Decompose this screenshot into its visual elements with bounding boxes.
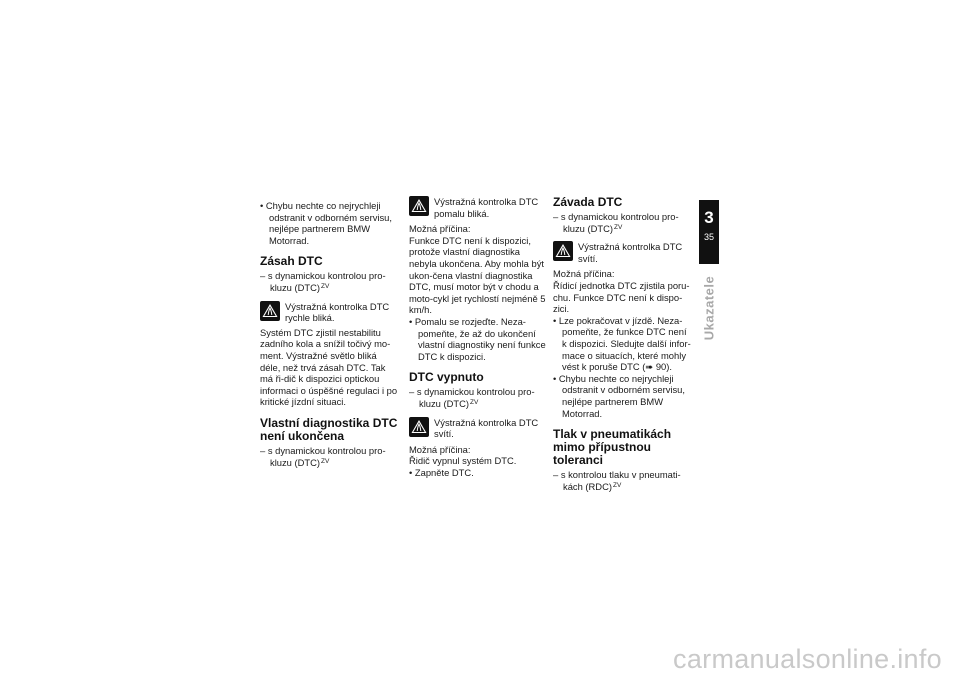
bullet-item: • Pomalu se rozjeďte. Neza-pomeňte, že až do ukončení vlastní diagnostiky není funkce DTC k dispozici. [409,315,546,362]
warning-indicator: Výstražná kontrolka DTC svítí. [409,417,547,440]
dtc-warning-icon [260,301,280,321]
section-title-dtc-intervention: Zásah DTC [260,254,323,269]
column-1 [260,200,398,468]
warning-indicator: Výstražná kontrolka DTC svítí. [553,241,691,264]
section-title-tire-pressure: Tlak v pneumatikách mimo přípustnou toleranci [553,427,672,468]
bullet-item: • Lze pokračovat v jízdě. Neza-pomeňte, že funkce DTC není k dispozici. Sledujte další infor-mace o situacích, které mohly vést k poruše DTC (➠ 90). [553,314,691,373]
dtc-warning-icon [553,241,573,261]
column-2 [409,196,547,478]
cause-label: Možná příčina: [553,268,615,280]
dash-item: – s dynamickou kontrolou pro-kluzu (DTC)$^{ZV}$ [553,211,679,234]
dash-item: – s kontrolou tlaku v pneumati-kách (RDC)$^{ZV}$ [553,469,681,492]
cause-label: Možná příčina: [409,443,471,455]
chapter-tab [699,200,719,264]
watermark: carmanualsonline.info [673,644,942,674]
dash-item: – s dynamickou kontrolou pro-kluzu (DTC)$^{ZV}$ [260,270,386,293]
body-text: Funkce DTC není k dispozici, protože vlastní diagnostika nebyla ukončena. Aby mohla být ukon-čena vlastní diagnostika DTC, musí motor být v chodu a moto-cykl jet rychlostí nejméně 5 km/h. [409,234,546,316]
body-text: Řidič vypnul systém DTC. [409,455,517,467]
chapter-number: 3 [704,208,714,227]
section-title-self-diagnosis: Vlastní diagnostika DTC není ukončena [260,415,398,443]
dash-item: – s dynamickou kontrolou pro-kluzu (DTC)$^{ZV}$ [260,444,386,468]
cause-label: Možná příčina: [409,223,471,235]
warning-indicator: Výstražná kontrolka DTC pomalu bliká. [409,196,547,219]
dtc-warning-icon [409,417,429,437]
body-text: Řídicí jednotka DTC zjistila poru-chu. Funkce DTC není k dispo-zici. [553,279,690,315]
body-text: Systém DTC zjistil nestabilitu zadního kola a snížil točivý mo-ment. Výstražné světlo bliká déle, než trvá zásah DTC. Tak má ři-dič k dispozici optickou informaci o úspěšné regulaci i po kritické jízdní situaci. [260,326,398,408]
section-title-dtc-fault: Závada DTC [553,195,623,209]
dtc-warning-icon [409,196,429,216]
chapter-label: Ukazatele [701,275,717,341]
dash-item: – s dynamickou kontrolou pro-kluzu (DTC)$^{ZV}$ [409,386,535,409]
column-3 [553,196,691,492]
warning-indicator: Výstražná kontrolka DTC rychle bliká. [260,301,398,324]
section-title-dtc-off: DTC vypnuto [409,370,484,385]
bullet-item: • Chybu nechte co nejrychleji odstranit v odborném servisu, nejlépe partnerem BMW Motorrad. [553,372,685,419]
bullet-item: • Chybu nechte co nejrychleji odstranit v odborném servisu, nejlépe partnerem BMW Motorrad. [260,200,392,246]
page-number: 35 [703,232,714,242]
bullet-item: • Zapněte DTC. [409,466,474,478]
